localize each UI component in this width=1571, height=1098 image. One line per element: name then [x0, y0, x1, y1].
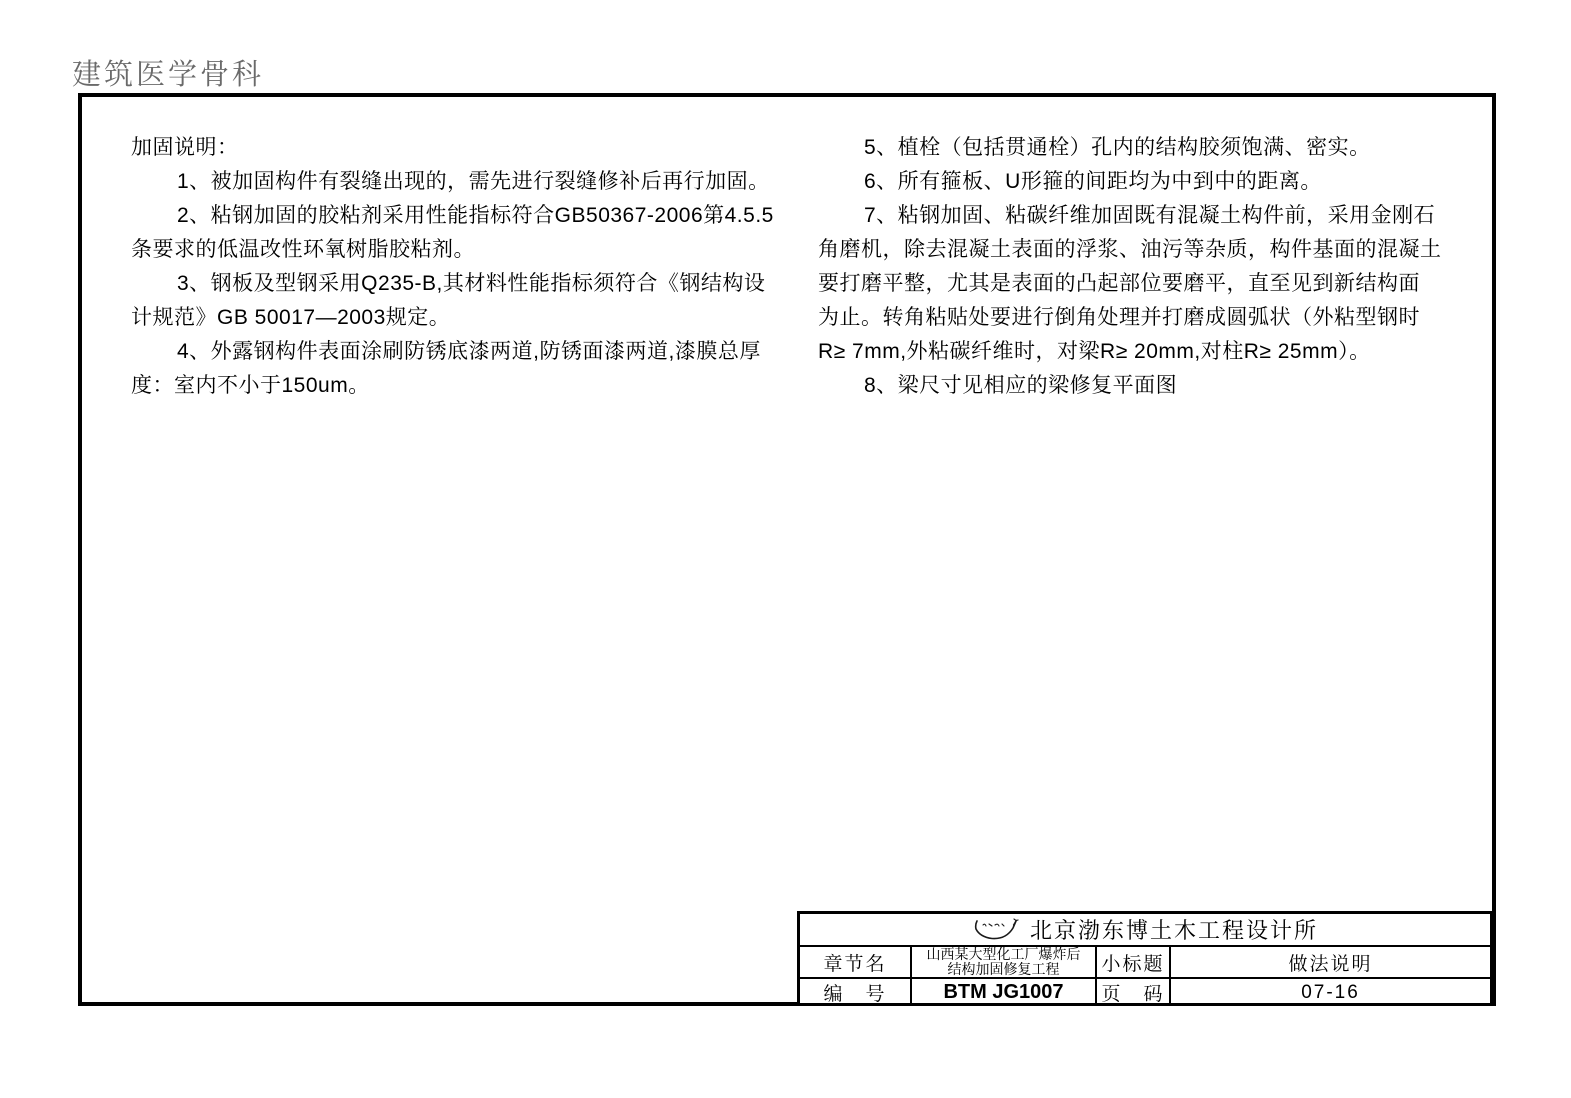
- note-line: 5、植栓（包括贯通栓）孔内的结构胶须饱满、密实。: [864, 136, 1371, 159]
- subtitle-label: 小标题: [1095, 947, 1169, 977]
- page-header-watermark: 建筑医学骨科: [72, 59, 265, 91]
- number-label: 编 号: [823, 984, 887, 1005]
- note-line: 7、粘钢加固、粘碳纤维加固既有混凝土构件前，采用金刚石: [864, 204, 1436, 227]
- logo-icon: [972, 916, 1020, 944]
- reinforcement-notes-right-column: [818, 131, 1483, 403]
- note-line: 计规范》GB 50017—2003规定。: [131, 306, 451, 329]
- title-block-company-row: [800, 914, 1490, 945]
- notes-heading: 加固说明：: [131, 136, 239, 159]
- note-line: 角磨机，除去混凝土表面的浮浆、油污等杂质，构件基面的混凝土: [818, 238, 1442, 261]
- note-line: 度：室内不小于150um。: [131, 374, 370, 397]
- note-line: 条要求的低温改性环氧树脂胶粘剂。: [131, 238, 475, 261]
- chapter-value: [910, 947, 1095, 977]
- note-line: 4、外露钢构件表面涂刷防锈底漆两道,防锈面漆两道,漆膜总厚: [177, 340, 761, 363]
- chapter-value-line1: 山西某大型化工厂爆炸后: [926, 946, 1081, 962]
- subtitle-value: 做法说明: [1169, 947, 1490, 977]
- number-value: BTM JG1007: [910, 979, 1095, 1006]
- title-block-number-row: [800, 977, 1490, 1006]
- company-name: 北京渤东博土木工程设计所: [1029, 918, 1318, 943]
- note-line: 3、钢板及型钢采用Q235-B,其材料性能指标须符合《钢结构设: [177, 272, 766, 295]
- company-cell: [800, 914, 1490, 945]
- page-label: 页 码: [1095, 979, 1169, 1006]
- note-line: 1、被加固构件有裂缝出现的，需先进行裂缝修补后再行加固。: [177, 170, 770, 193]
- title-block-chapter-row: [800, 945, 1490, 977]
- note-line: R≥ 7mm,外粘碳纤维时，对梁R≥ 20mm,对柱R≥ 25mm）。: [818, 340, 1371, 363]
- chapter-label: 章节名: [823, 953, 887, 975]
- reinforcement-notes-left-column: [131, 131, 796, 403]
- page-value: 07-16: [1169, 979, 1490, 1006]
- note-line: 为止。转角粘贴处要进行倒角处理并打磨成圆弧状（外粘型钢时: [818, 306, 1420, 329]
- note-line: 要打磨平整，尤其是表面的凸起部位要磨平，直至见到新结构面: [818, 272, 1420, 295]
- title-block: [797, 911, 1493, 1006]
- chapter-value-line2: 结构加固修复工程: [947, 961, 1060, 977]
- note-line: 6、所有箍板、U形箍的间距均为中到中的距离。: [864, 170, 1322, 193]
- note-line: 2、粘钢加固的胶粘剂采用性能指标符合GB50367-2006第4.5.5: [177, 204, 774, 227]
- note-line: 8、梁尺寸见相应的梁修复平面图: [864, 374, 1178, 397]
